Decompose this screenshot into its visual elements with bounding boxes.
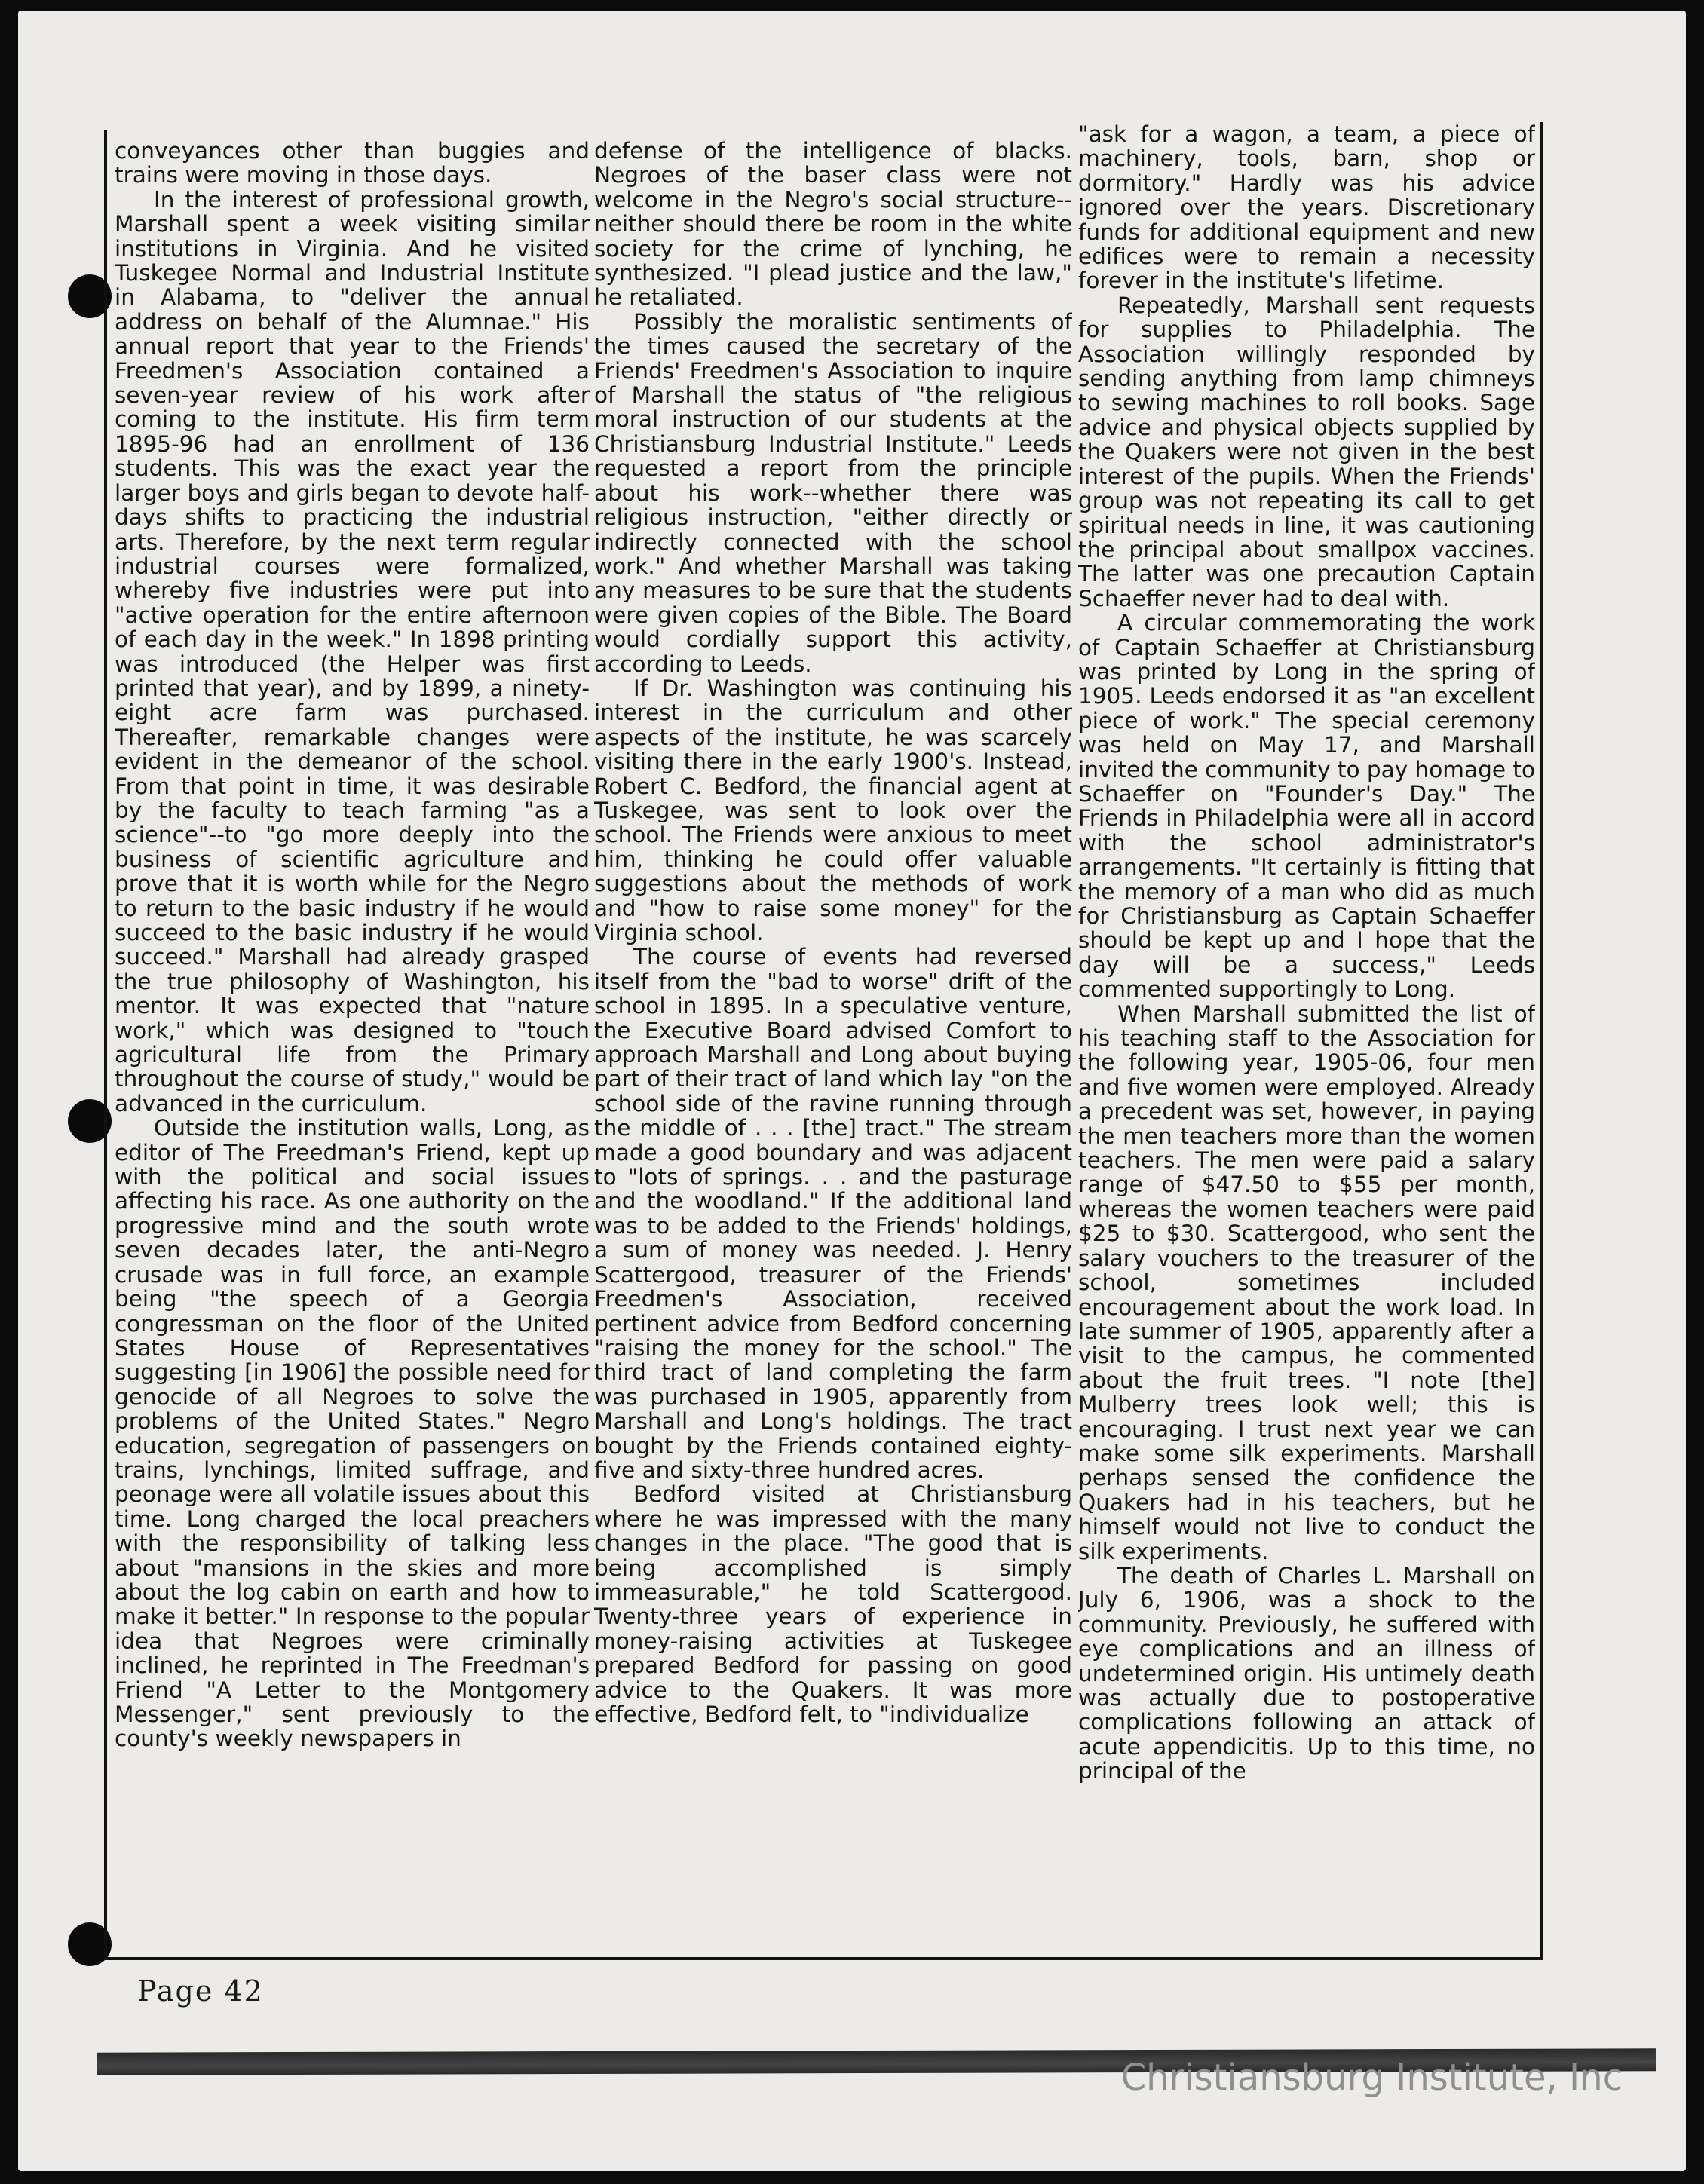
right-border-rule bbox=[1540, 122, 1543, 1960]
paragraph: Repeatedly, Marshall sent requests for supplies to Philadelphia. The Association willingly responded by sending anything from lamp chimneys to sewing machines to roll books. Sage advice and physical objects supplied by the Quakers were not given in the best interest of the pupils. When the Friends' group was not repeating its call to get spiritual needs in line, it was cautioning the principal about smallpox vaccines. The latter was one precaution Captain Schaeffer never had to deal with. bbox=[1078, 292, 1535, 611]
paragraph: The course of events had reversed itself from the "bad to worse" drift of the school in 1895. In a speculative venture, the Executive Board advised Comfort to approach Marshall and Long about buying part of their tract of land which lay "on the school side of the ravine running through the middle of . . . [the] tract." The stream made a good boundary and was adjacent to "lots of springs. . . and the pasturage and the woodland." If the additional land was to be added to the Friends' holdings, a sum of money was needed. J. Henry Scattergood, treasurer of the Friends' Freedmen's Association, received pertinent advice from Bedford concerning "raising the money for the school." The third tract of land completing the farm was purchased in 1905, apparently from Marshall and Long's holdings. The tract bought by the Friends contained eighty-five and sixty-three hundred acres. bbox=[594, 944, 1072, 1483]
watermark: Christiansburg Institute, Inc bbox=[1120, 2057, 1623, 2099]
left-border-rule bbox=[104, 130, 107, 1960]
paragraph: A circular commemorating the work of Captain Schaeffer at Christiansburg was printed by Long in the spring of 1905. Leeds endorsed it as "an excellent piece of work." The special ceremony was held on May 17, and Marshall invited the community to pay homage to Schaeffer on "Founder's Day." The Friends in Philadelphia were all in accord with the school administrator's arrangements. "It certainly is fitting that the memory of a man who did as much for Christiansburg as Captain Schaeffer should be kept up and I hope that the day will be a success," Leeds commented supportingly to Long. bbox=[1078, 610, 1535, 1003]
paragraph: Possibly the moralistic sentiments of the times caused the secretary of the Friends' Freedmen's Association to inquire of Marshall the status of "the religious moral instruction of our students at the Christiansburg Industrial Institute." Leeds requested a report from the principle about his work--whether there was religious instruction, "either directly or indirectly connected with the school work." And whether Marshall was taking any measures to be sure that the students were given copies of the Bible. The Board would cordially support this activity, according to Leeds. bbox=[594, 308, 1072, 677]
text-column-3 bbox=[1078, 122, 1535, 1950]
paragraph: Bedford visited at Christiansburg where he was impressed with the many changes in the place. "The good that is being accomplished is simply immeasurable," he told Scattergood. Twenty-three years of experience in money-raising activities at Tuskegee prepared Bedford for passing on good advice to the Quakers. It was more effective, Bedford felt, to "individualize bbox=[594, 1481, 1072, 1727]
paragraph: defense of the intelligence of blacks. Negroes of the baser class were not welcome in the Negro's social structure--neither should there be room in the white society for the crime of lynching, he synthesized. "I plead justice and the law," he retaliated. bbox=[594, 139, 1072, 311]
paragraph: conveyances other than buggies and trains were moving in those days. bbox=[115, 139, 590, 188]
text-column-1 bbox=[115, 139, 590, 1950]
bottom-border-rule bbox=[104, 1957, 1543, 1960]
page-number: Page 42 bbox=[137, 1974, 264, 2008]
paragraph: Outside the institution walls, Long, as editor of The Freedman's Friend, kept up with the political and social issues affecting his race. As one authority on the progressive mind and the south wrote seven decades later, the anti-Negro crusade was in full force, an example being "the speech of a Georgia congressman on the floor of the United States House of Representatives suggesting [in 1906] the possible need for genocide of all Negroes to solve the problems of the United States." Negro education, segregation of passengers on trains, lynchings, limited suffrage, and peonage were all volatile issues about this time. Long charged the local preachers with the responsibility of talking less about "mansions in the skies and more about the log cabin on earth and how to make it better." In response to the popular idea that Negroes were criminally inclined, he reprinted in The Freedman's Friend "A Letter to the Montgomery Messenger," sent previously to the county's weekly newspapers in bbox=[115, 1115, 590, 1752]
paragraph: "ask for a wagon, a team, a piece of machinery, tools, barn, shop or dormitory." Hardly was his advice ignored over the years. Discretionary funds for additional equipment and new edifices were to remain a necessity forever in the institute's lifetime. bbox=[1078, 122, 1535, 294]
paragraph: The death of Charles L. Marshall on July 6, 1906, was a shock to the community. Previously, he suffered with eye complications and an illness of undetermined origin. His untimely death was actually due to postoperative complications following an attack of acute appendicitis. Up to this time, no principal of the bbox=[1078, 1562, 1535, 1784]
paragraph: When Marshall submitted the list of his teaching staff to the Association for the following year, 1905-06, four men and five women were employed. Already a precedent was set, however, in paying the men teachers more than the women teachers. The men were paid a salary range of $47.50 to $55 per month, whereas the women teachers were paid $25 to $30. Scattergood, who sent the salary vouchers to the treasurer of the school, sometimes included encouragement about the work load. In late summer of 1905, apparently after a visit to the campus, he commented about the fruit trees. "I note [the] Mulberry trees look well; this is encouraging. I trust next year we can make some silk experiments. Marshall perhaps sensed the confidence the Quakers had in his teachers, but he himself would not live to conduct the silk experiments. bbox=[1078, 1000, 1535, 1564]
document-page bbox=[18, 11, 1686, 2171]
paragraph: In the interest of professional growth, Marshall spent a week visiting similar institutions in Virginia. And he visited Tuskegee Normal and Industrial Institute in Alabama, to "deliver the annual address on behalf of the Alumnae." His annual report that year to the Friends' Freedmen's Association contained a seven-year review of his work after coming to the institute. His firm term 1895-96 had an enrollment of 136 students. This was the exact year the larger boys and girls began to devote half-days shifts to practicing the industrial arts. Therefore, by the next term regular industrial courses were formalized, whereby five industries were put into "active operation for the entire afternoon of each day in the week." In 1898 printing was introduced (the Helper was first printed that year), and by 1899, a ninety-eight acre farm was purchased. Thereafter, remarkable changes were evident in the demeanor of the school. From that point in time, it was desirable by the faculty to teach farming "as a science"--to "go more deeply into the business of scientific agriculture and prove that it is worth while for the Negro to return to the basic industry if he would succeed to the basic industry if he would succeed." Marshall had already grasped the true philosophy of Washington, his mentor. It was expected that "nature work," which was designed to "touch agricultural life from the Primary throughout the course of study," would be advanced in the curriculum. bbox=[115, 186, 590, 1117]
text-column-2 bbox=[594, 139, 1072, 1950]
paragraph: If Dr. Washington was continuing his interest in the curriculum and other aspects of the institute, he was scarcely visiting there in the early 1900's. Instead, Robert C. Bedford, the financial agent at Tuskegee, was sent to look over the school. The Friends were anxious to meet him, thinking he could offer valuable suggestions about the methods of work and "how to raise some money" for the Virginia school. bbox=[594, 675, 1072, 945]
